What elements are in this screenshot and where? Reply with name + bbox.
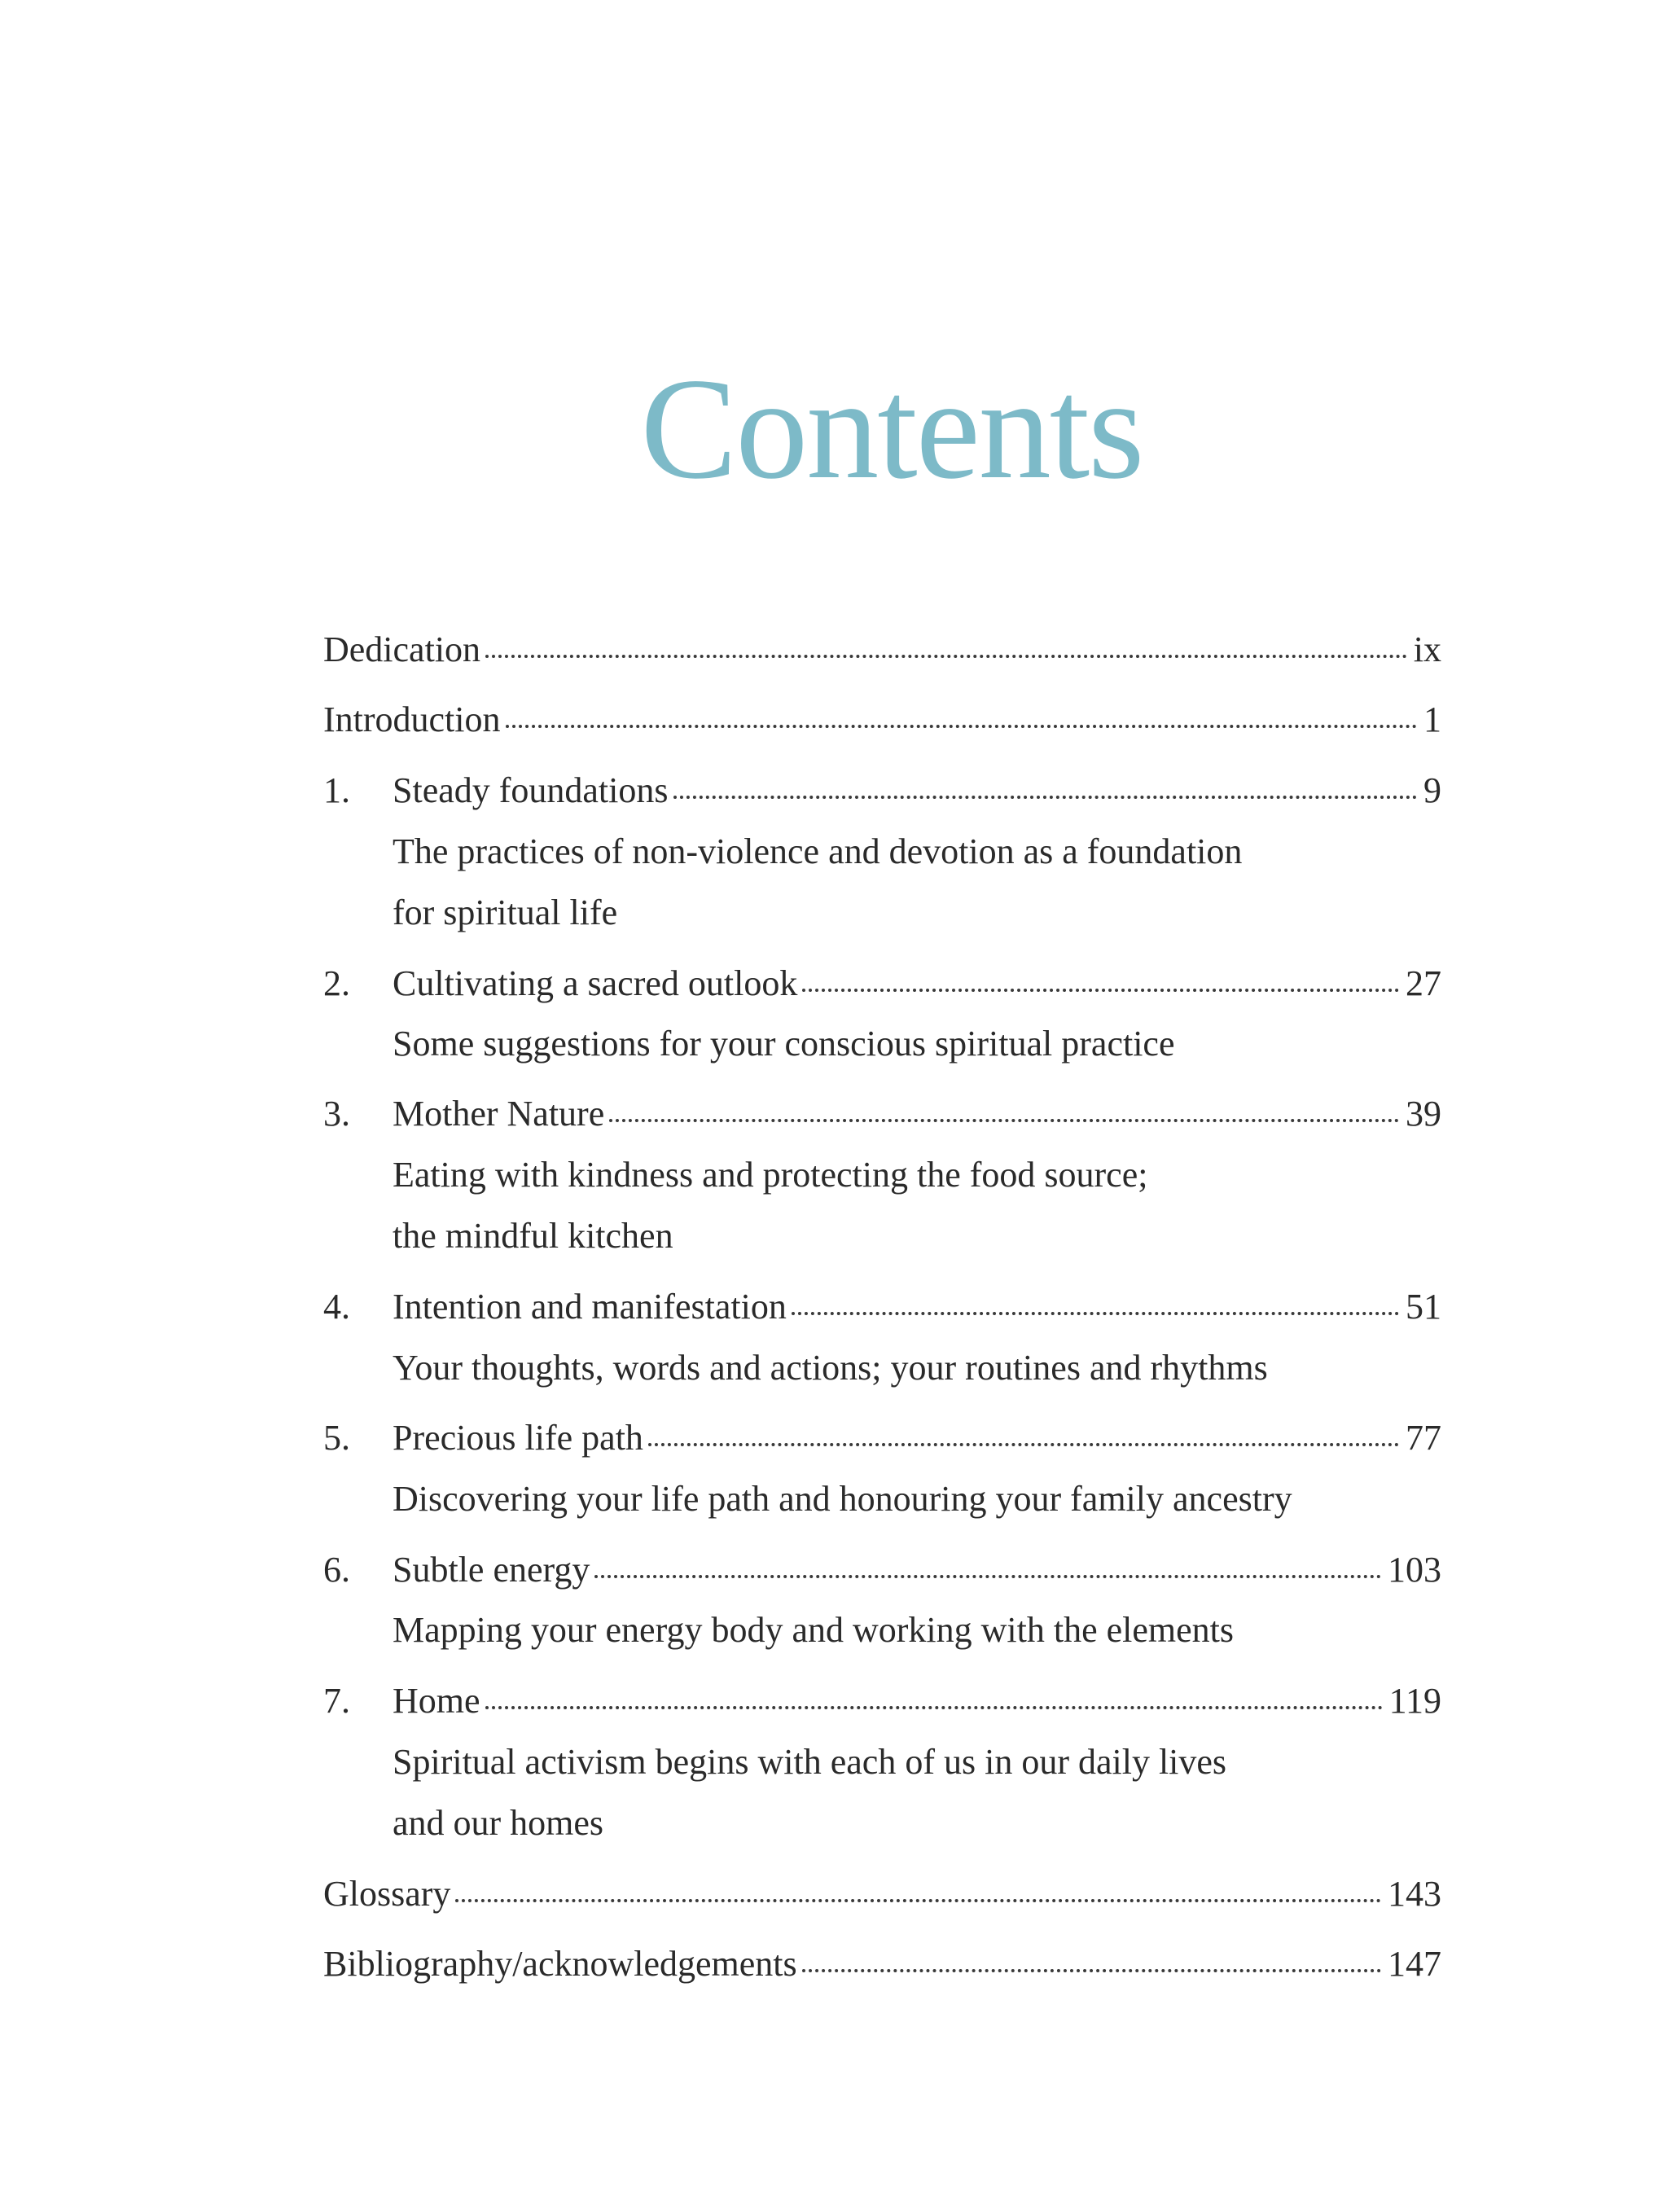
toc-entry-glossary[interactable]: [323, 1870, 1441, 1919]
toc-page-number: 27: [1406, 963, 1441, 1003]
chapter-subtitle: Eating with kindness and protecting the food source;: [393, 1155, 1148, 1195]
toc-page-number: ix: [1413, 629, 1441, 669]
toc-entry-chapter-7[interactable]: [323, 1677, 1441, 1726]
toc-entry-chapter-4[interactable]: [323, 1283, 1441, 1331]
chapter-subtitle: The practices of non-violence and devotion as a foundation: [393, 831, 1243, 871]
chapter-subtitle: Some suggestions for your conscious spiritual practice: [393, 1024, 1175, 1064]
chapter-subtitle: Mapping your energy body and working with the elements: [393, 1610, 1234, 1650]
chapter-subtitle: Your thoughts, words and actions; your routines and rhythms: [393, 1348, 1268, 1388]
toc-entry-chapter-3[interactable]: [323, 1090, 1441, 1138]
toc-entry-dedication[interactable]: [323, 625, 1441, 674]
dot-leader: [648, 1414, 1399, 1450]
toc-entry-chapter-2[interactable]: [323, 959, 1441, 1008]
toc-page-number: 9: [1423, 770, 1441, 810]
toc-entry-label: Introduction: [323, 700, 501, 739]
toc-entry-chapter-6[interactable]: [323, 1546, 1441, 1594]
chapter-title: Intention and manifestation: [393, 1287, 787, 1327]
toc-entry-chapter-5[interactable]: [323, 1414, 1441, 1463]
toc-entry-chapter-1[interactable]: [323, 766, 1441, 815]
toc-page-number: 77: [1406, 1418, 1441, 1458]
dot-leader: [802, 1940, 1381, 1976]
toc-entry-label: Dedication: [323, 629, 481, 669]
toc-entry-bibliography[interactable]: [323, 1940, 1441, 1989]
dot-leader: [802, 959, 1399, 995]
dot-leader: [594, 1546, 1381, 1581]
toc-page-number: 39: [1406, 1094, 1441, 1134]
chapter-subtitle: and our homes: [393, 1803, 604, 1843]
toc-page-number: 147: [1388, 1944, 1441, 1984]
dot-leader: [506, 695, 1417, 731]
chapter-subtitle: Spiritual activism begins with each of us in our daily lives: [393, 1742, 1227, 1782]
chapter-title: Mother Nature: [393, 1094, 605, 1134]
toc-page-number: 119: [1388, 1681, 1441, 1721]
page-title: Contents: [640, 348, 1143, 510]
dot-leader: [485, 625, 1407, 661]
toc-entry-label: Bibliography/acknowledgements: [323, 1944, 797, 1984]
dot-leader: [792, 1283, 1399, 1318]
chapter-title: Precious life path: [393, 1418, 643, 1458]
toc-page-number: 1: [1423, 700, 1441, 739]
chapter-title: Subtle energy: [393, 1550, 590, 1590]
dot-leader: [455, 1870, 1381, 1906]
toc-entry-introduction[interactable]: [323, 695, 1441, 744]
chapter-subtitle: Discovering your life path and honouring your family ancestry: [393, 1479, 1292, 1519]
chapter-number: 7.: [323, 1681, 350, 1721]
toc-page-number: 143: [1388, 1874, 1441, 1914]
chapter-title: Cultivating a sacred outlook: [393, 963, 798, 1003]
chapter-number: 6.: [323, 1550, 350, 1590]
chapter-number: 2.: [323, 963, 350, 1003]
toc-page-number: 51: [1406, 1287, 1441, 1327]
toc-page-number: 103: [1388, 1550, 1441, 1590]
chapter-subtitle: the mindful kitchen: [393, 1216, 673, 1256]
dot-leader: [673, 766, 1417, 802]
dot-leader: [609, 1090, 1399, 1125]
chapter-number: 1.: [323, 770, 350, 810]
chapter-number: 4.: [323, 1287, 350, 1327]
chapter-title: Home: [393, 1681, 480, 1721]
chapter-number: 3.: [323, 1094, 350, 1134]
chapter-subtitle: for spiritual life: [393, 893, 618, 932]
chapter-number: 5.: [323, 1418, 350, 1458]
toc-entry-label: Glossary: [323, 1874, 451, 1914]
chapter-title: Steady foundations: [393, 770, 669, 810]
dot-leader: [485, 1677, 1383, 1713]
